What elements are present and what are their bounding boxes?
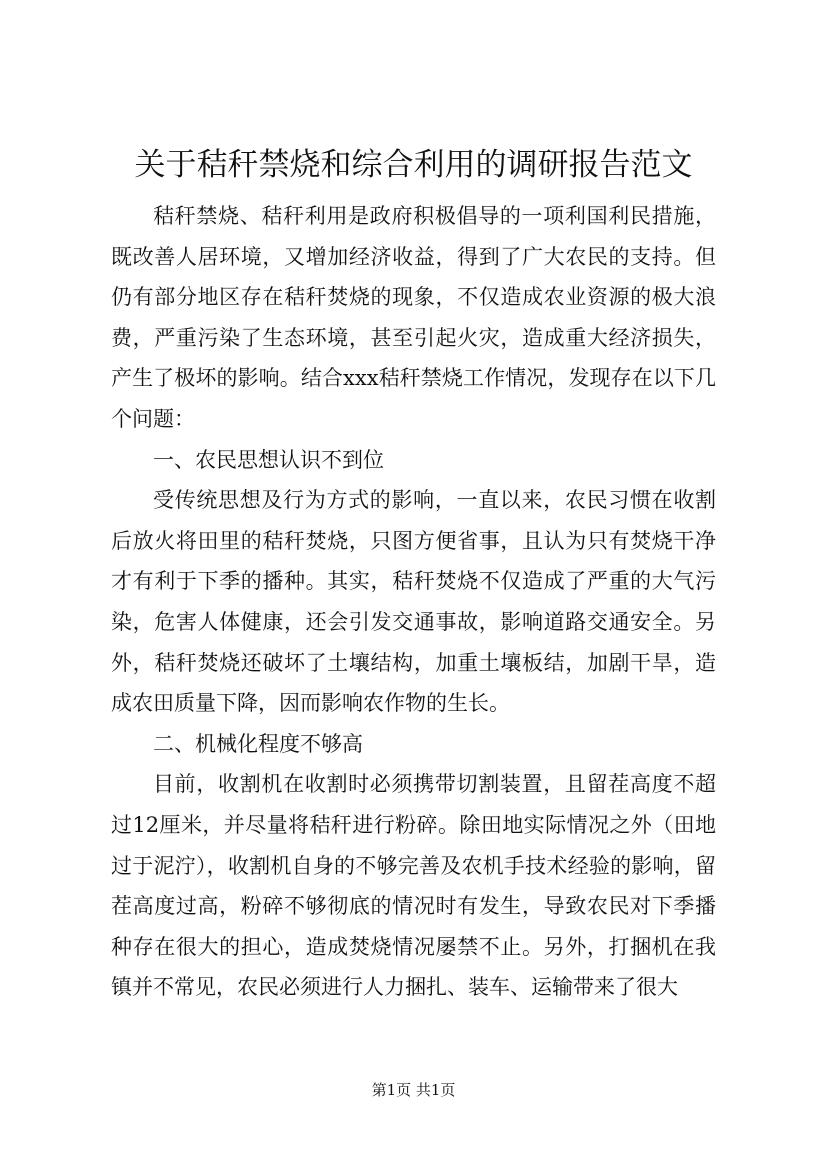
document-title: 关于秸秆禁烧和综合利用的调研报告范文 [134,147,693,183]
section-paragraph-2: 目前，收割机在收割时必须携带切割装置，且留茬高度不超过12厘米，并尽量将秸秆进行粉碎。除田地实际情况之外（田地过于泥泞），收割机自身的不够完善及农机手技术经验的影响，留茬高度过高，粉碎不够彻底的情况时有发生，导致农民对下季播种存在很大的担心，造成焚烧情况屡禁不止。另外，打捆机在我镇并不常见，农民必须进行人力捆扎、装车、运输带来了很大 [111,772,716,1000]
intro-paragraph: 秸秆禁烧、秸秆利用是政府积极倡导的一项利国利民措施，既改善人居环境，又增加经济收益，得到了广大农民的支持。但仍有部分地区存在秸秆焚烧的现象，不仅造成农业资源的极大浪费，严重污染了生态环境，甚至引起火灾，造成重大经济损失，产生了极坏的影响。结合xxx秸秆禁烧工作情况，发现存在以下几个问题： [111,204,716,431]
document-body [111,196,716,1008]
section-paragraph-1: 受传统思想及行为方式的影响，一直以来，农民习惯在收割后放火将田里的秸秆焚烧，只图方便省事，且认为只有焚烧干净才有利于下季的播种。其实，秸秆焚烧不仅造成了严重的大气污染，危害人体健康，还会引发交通事故，影响道路交通安全。另外，秸秆焚烧还破坏了土壤结构，加重土壤板结，加剧干旱，造成农田质量下降，因而影响农作物的生长。 [111,488,716,716]
section-heading-2: 二、机械化程度不够高 [153,731,363,756]
page-footer: 第1页 共1页 [371,1081,456,1099]
section-heading-1: 一、农民思想认识不到位 [153,447,384,472]
